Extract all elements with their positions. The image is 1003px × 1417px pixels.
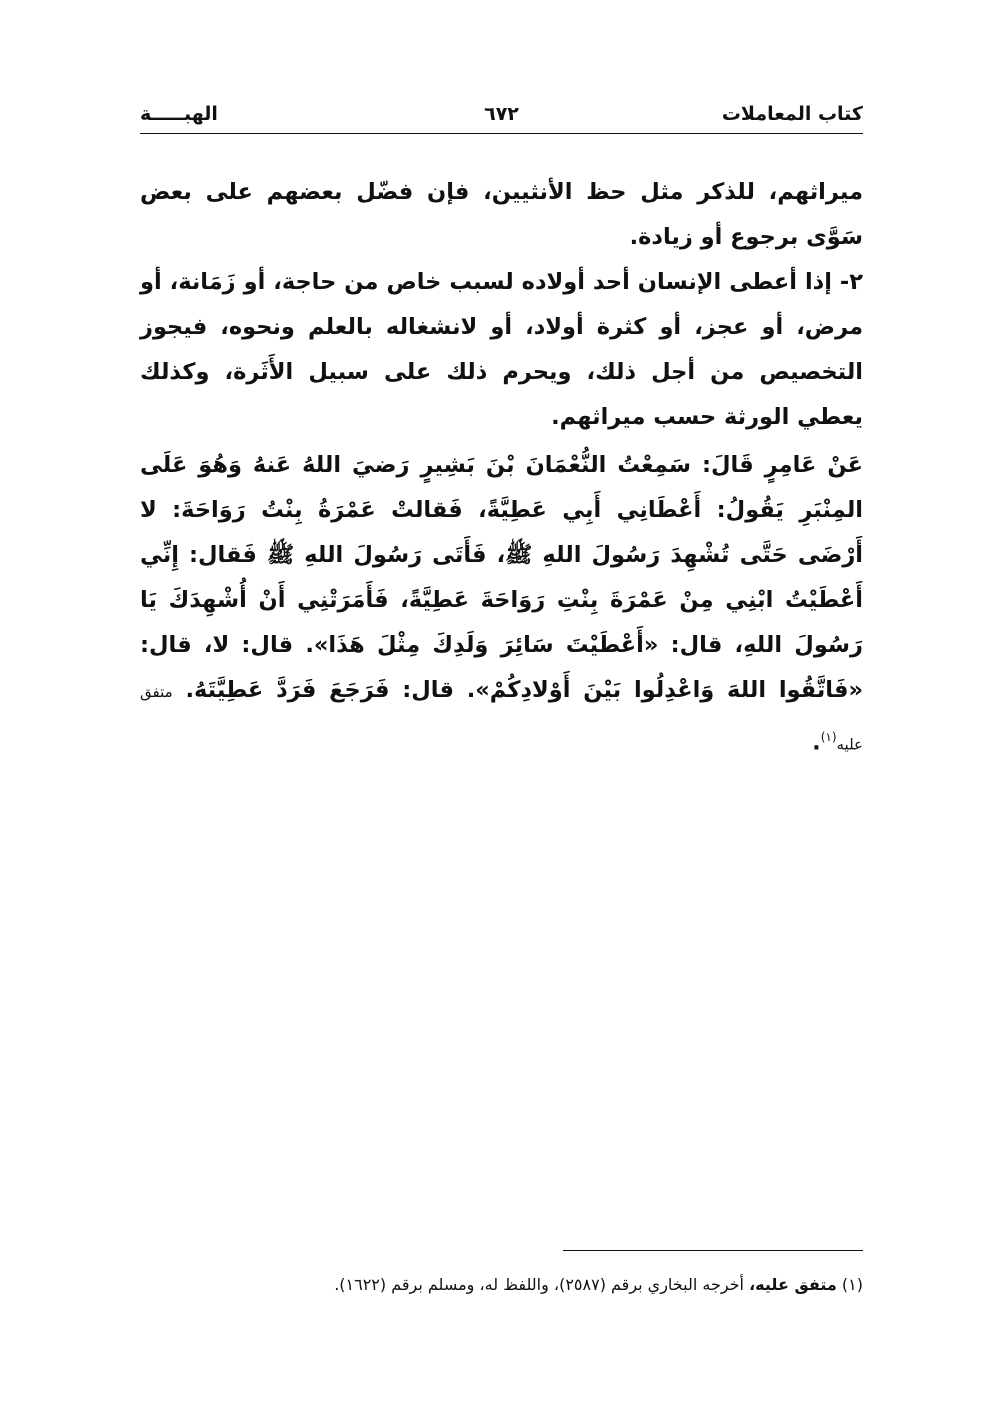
page-number: ٦٧٢ (484, 103, 519, 125)
footnote-divider (563, 1250, 863, 1251)
main-text (140, 170, 863, 768)
hadith-end-mark: . (812, 729, 821, 756)
footnote-text: أخرجه البخاري برقم (٢٥٨٧)، واللفظ له، ومسلم برقم (١٦٢٢). (334, 1275, 744, 1294)
list-item-2 (140, 260, 863, 440)
hadith-text: عَنْ عَامِرٍ قَالَ: سَمِعْتُ النُّعْمَانَ بْنَ بَشِيرٍ رَضيَ اللهُ عَنهُ وَهُوَ عَلَى المِنْبَرِ يَقُولُ: أَعْطَانِي أَبِي عَطِيَّةً، فَقالتْ عَمْرَةُ بِنْتُ رَوَاحَةَ: لا أَرْضَى حَتَّى تُشْهِدَ رَسُولَ اللهِ ﷺ، فَأَتَى رَسُولَ اللهِ ﷺ فَقال: إِنِّي أَعْطَيْتُ ابْنِي مِنْ عَمْرَةَ بِنْتِ رَوَاحَةَ عَطِيَّةً، فَأَمَرَتْنِي أَنْ أُشْهِدَكَ يَا رَسُولَ اللهِ، قال: «أَعْطَيْتَ سَائِرَ وَلَدِكَ مِثْلَ هَذَا». قال: لا، قال: «فَاتَّقُوا اللهَ وَاعْدِلُوا بَيْنَ أَوْلادِكُمْ». قال: فَرَجَعَ فَرَدَّ عَطِيَّتَهُ. (140, 452, 863, 703)
paragraph-continued: ميراثهم، للذكر مثل حظ الأنثيين، فإن فضّل بعضهم على بعض سَوَّى برجوع أو زيادة. (140, 179, 863, 250)
running-header (140, 100, 863, 136)
book-title: كتاب المعاملات (721, 103, 863, 125)
hadith-paragraph (140, 443, 863, 768)
footnote (140, 1272, 863, 1298)
footnote-lead: متفق عليه، (749, 1275, 837, 1294)
list-item-text: إذا أعطى الإنسان أحد أولاده لسبب خاص من حاجة، أو زَمَانة، أو مرض، أو عجز، أو كثرة أولاد، أو لانشغاله بالعلم ونحوه، فيجوز التخصيص من أجل ذلك، ويحرم ذلك على سبيل الأَثَرة، وكذلك يعطي الورثة حسب ميراثهم. (140, 269, 863, 430)
list-item-number: ٢- (839, 269, 863, 295)
chapter-title: الهبـــــة (140, 103, 218, 125)
header-divider (140, 133, 863, 134)
footnote-marker[interactable]: (١) (820, 730, 837, 744)
hadith-reference: متفق عليه (140, 683, 863, 754)
footnote-number: (١) (841, 1275, 863, 1294)
